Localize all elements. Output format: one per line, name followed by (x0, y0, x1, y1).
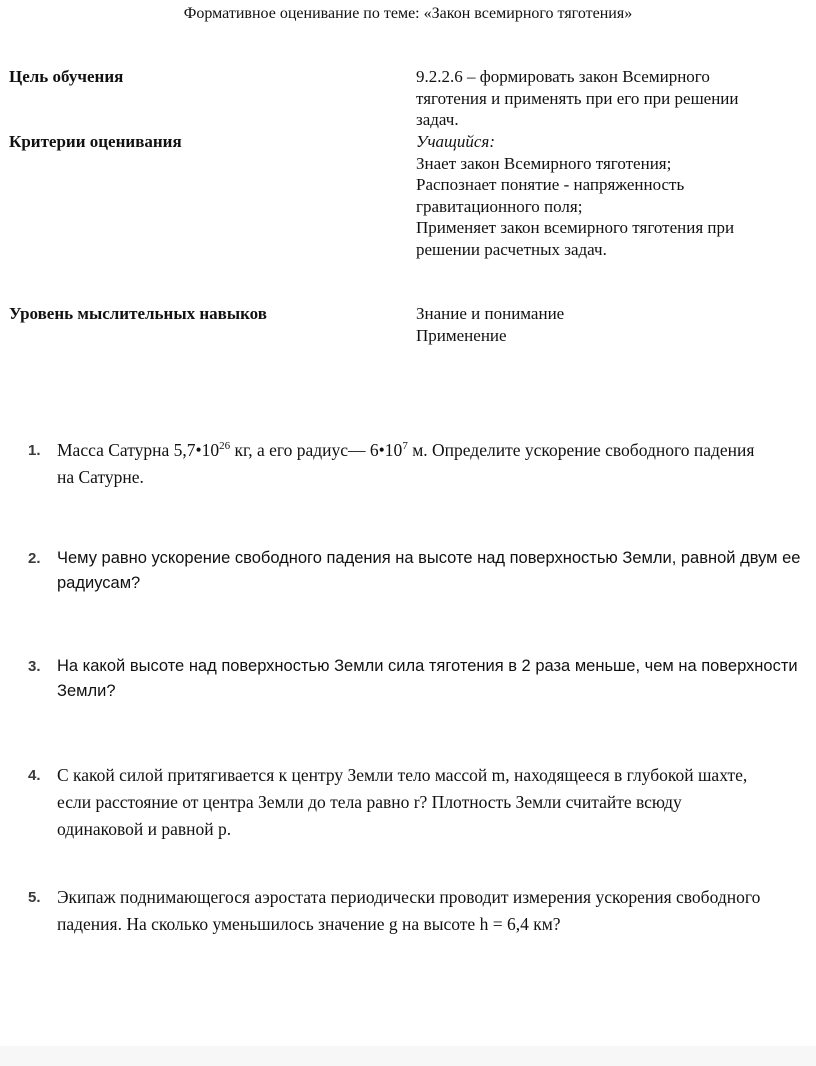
task-text (57, 762, 816, 843)
task-text-part: кг, а его радиус— 6•10 (230, 440, 403, 460)
goal-line: 9.2.2.6 – формировать закон Всемирного (416, 67, 710, 86)
criteria-heading: Учащийся: (416, 132, 495, 151)
task-number: 2. (28, 550, 41, 567)
task-line: падения. На сколько уменьшилось значение g на высоте h = 6,4 км? (57, 914, 561, 934)
criteria-line: Применяет закон всемирного тяготения при (416, 218, 735, 237)
task-line: если расстояние от центра Земли до тела равно r? Плотность Земли считайте всюду (57, 792, 682, 812)
task-text (57, 654, 816, 704)
task-text-part: Масса Сатурна 5,7•10 (57, 440, 220, 460)
task-text (57, 437, 816, 491)
task-text-part: м. Определите ускорение свободного падения (407, 440, 755, 460)
task-line: радиусам? (57, 574, 141, 592)
skills-value (416, 303, 796, 346)
criteria-value (416, 131, 796, 260)
criteria-label: Критерии оценивания (9, 132, 182, 151)
criteria-line: Распознает понятие - напряженность (416, 175, 685, 194)
goal-label: Цель обучения (9, 67, 124, 86)
task-line: Земли? (57, 682, 116, 700)
skills-label: Уровень мыслительных навыков (9, 304, 267, 323)
goal-line: тяготения и применять при его при решении (416, 88, 739, 108)
page-footer-band (0, 1046, 816, 1066)
task-item (0, 654, 816, 709)
task-line: Экипаж поднимающегося аэростата периодически проводит измерения ускорения свободного (57, 887, 761, 907)
task-text (57, 546, 816, 596)
skills-line: Применение (416, 325, 507, 345)
goal-value (416, 66, 796, 131)
criteria-line: решении расчетных задач. (416, 239, 607, 259)
goal-line: задач. (416, 110, 459, 129)
task-line: Чему равно ускорение свободного падения на высоте над поверхностью Земли, равной двум ее (57, 549, 801, 567)
task-number: 4. (28, 767, 41, 784)
task-line (57, 437, 816, 464)
task-number: 1. (28, 442, 41, 459)
task-number: 5. (28, 889, 41, 906)
page-title: Формативное оценивание по теме: «Закон всемирного тяготения» (183, 5, 633, 22)
task-line: С какой силой притягивается к центру Земли тело массой m, находящееся в глубокой шахте, (57, 765, 748, 785)
criteria-line: гравитационного поля; (416, 196, 583, 216)
exponent: 7 (402, 440, 408, 452)
task-item (0, 884, 816, 944)
task-item (0, 437, 816, 497)
task-line: на Сатурне. (57, 467, 144, 487)
exponent: 26 (219, 440, 231, 452)
criteria-line: Знает закон Всемирного тяготения; (416, 153, 672, 173)
task-text (57, 884, 816, 938)
task-item (0, 546, 816, 601)
task-line: На какой высоте над поверхностью Земли сила тяготения в 2 раза меньше, чем на поверхности (57, 657, 798, 675)
skills-line: Знание и понимание (416, 304, 565, 323)
task-item (0, 762, 816, 847)
task-line: одинаковой и равной р. (57, 819, 232, 839)
task-number: 3. (28, 658, 41, 675)
